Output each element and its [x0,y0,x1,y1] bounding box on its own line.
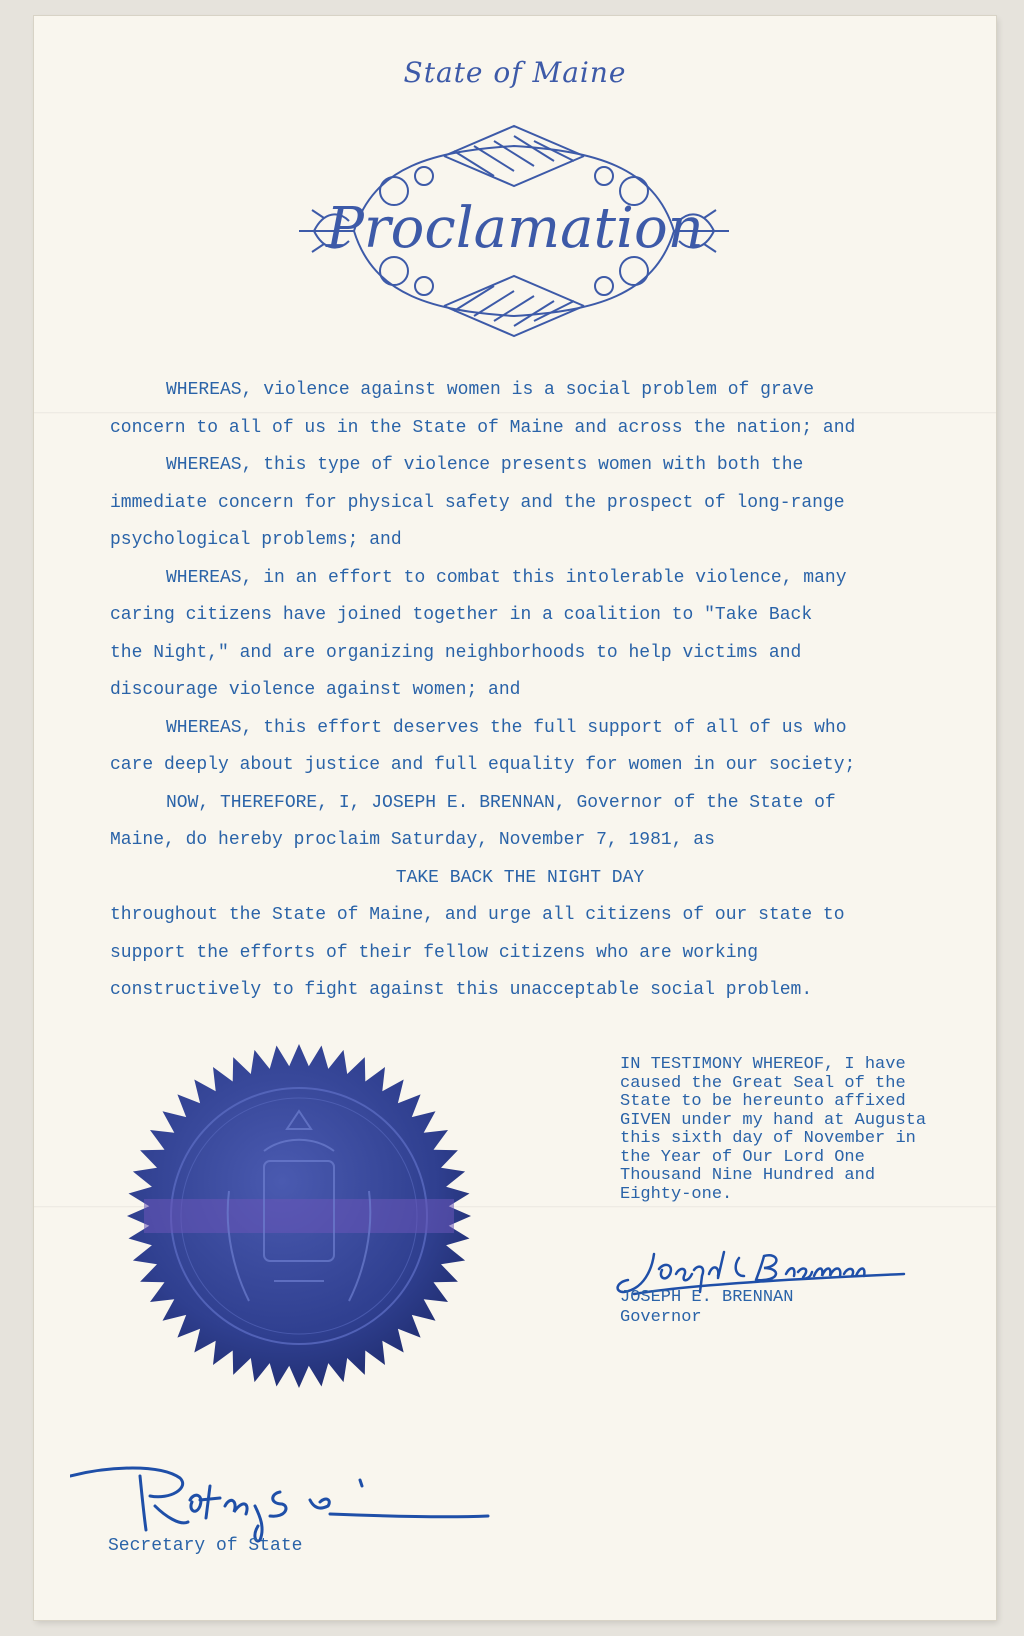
testimony-block [620,1056,980,1204]
secretary-of-state-label: Secretary of State [108,1536,303,1556]
proclamation-body [110,372,930,1010]
testimony-line: IN TESTIMONY WHEREOF, I have [620,1055,906,1074]
body-line: WHEREAS, this type of violence presents women with both the [166,455,804,475]
body-line: throughout the State of Maine, and urge all citizens of our state to [110,905,845,925]
body-line: the Night," and are organizing neighborhoods to help victims and [110,642,802,663]
body-line: constructively to fight against this unacceptable social problem. [110,980,813,1000]
state-title: State of Maine [403,56,627,89]
body-line: concern to all of us in the State of Maine and across the nation; and [110,417,856,438]
governor-title: Governor [620,1308,702,1327]
governor-name-block [620,1288,793,1328]
body-line: psychological problems; and [110,530,402,550]
body-line: WHEREAS, this effort deserves the full support of all of us who [166,717,847,738]
governor-name: JOSEPH E. BRENNAN [620,1288,794,1307]
testimony-line: Eighty-one. [620,1184,733,1204]
body-line: discourage violence against women; and [110,680,521,700]
body-line: WHEREAS, violence against women is a social problem of grave [166,380,815,400]
body-line: NOW, THEREFORE, I, JOSEPH E. BRENNAN, Governor of the State of [166,792,836,813]
testimony-line: this sixth day of November in [620,1129,916,1148]
body-line: immediate concern for physical safety and the prospect of long-range [110,492,845,513]
body-line: caring citizens have joined together in a coalition to "Take Back [110,605,813,625]
proclaimed-day: TAKE BACK THE NIGHT DAY [395,867,645,888]
proclamation-document [34,16,996,1620]
body-line: WHEREAS, in an effort to combat this intolerable violence, many [166,567,847,588]
testimony-line: Thousand Nine Hundred and [620,1166,876,1185]
secretary-signature [70,1456,490,1546]
proclamation-heading: Proclamation [326,196,704,261]
body-line: support the efforts of their fellow citizens who are working [110,942,759,963]
testimony-line: caused the Great Seal of the [620,1073,906,1093]
testimony-line: State to be hereunto affixed [620,1092,906,1111]
testimony-line: the Year of Our Lord One [620,1147,865,1167]
body-line: care deeply about justice and full equality for women in our society; [110,755,856,775]
body-line: Maine, do hereby proclaim Saturday, November 7, 1981, as [110,830,715,850]
great-seal-icon [124,1041,474,1391]
testimony-line: GIVEN under my hand at Augusta [620,1110,927,1130]
